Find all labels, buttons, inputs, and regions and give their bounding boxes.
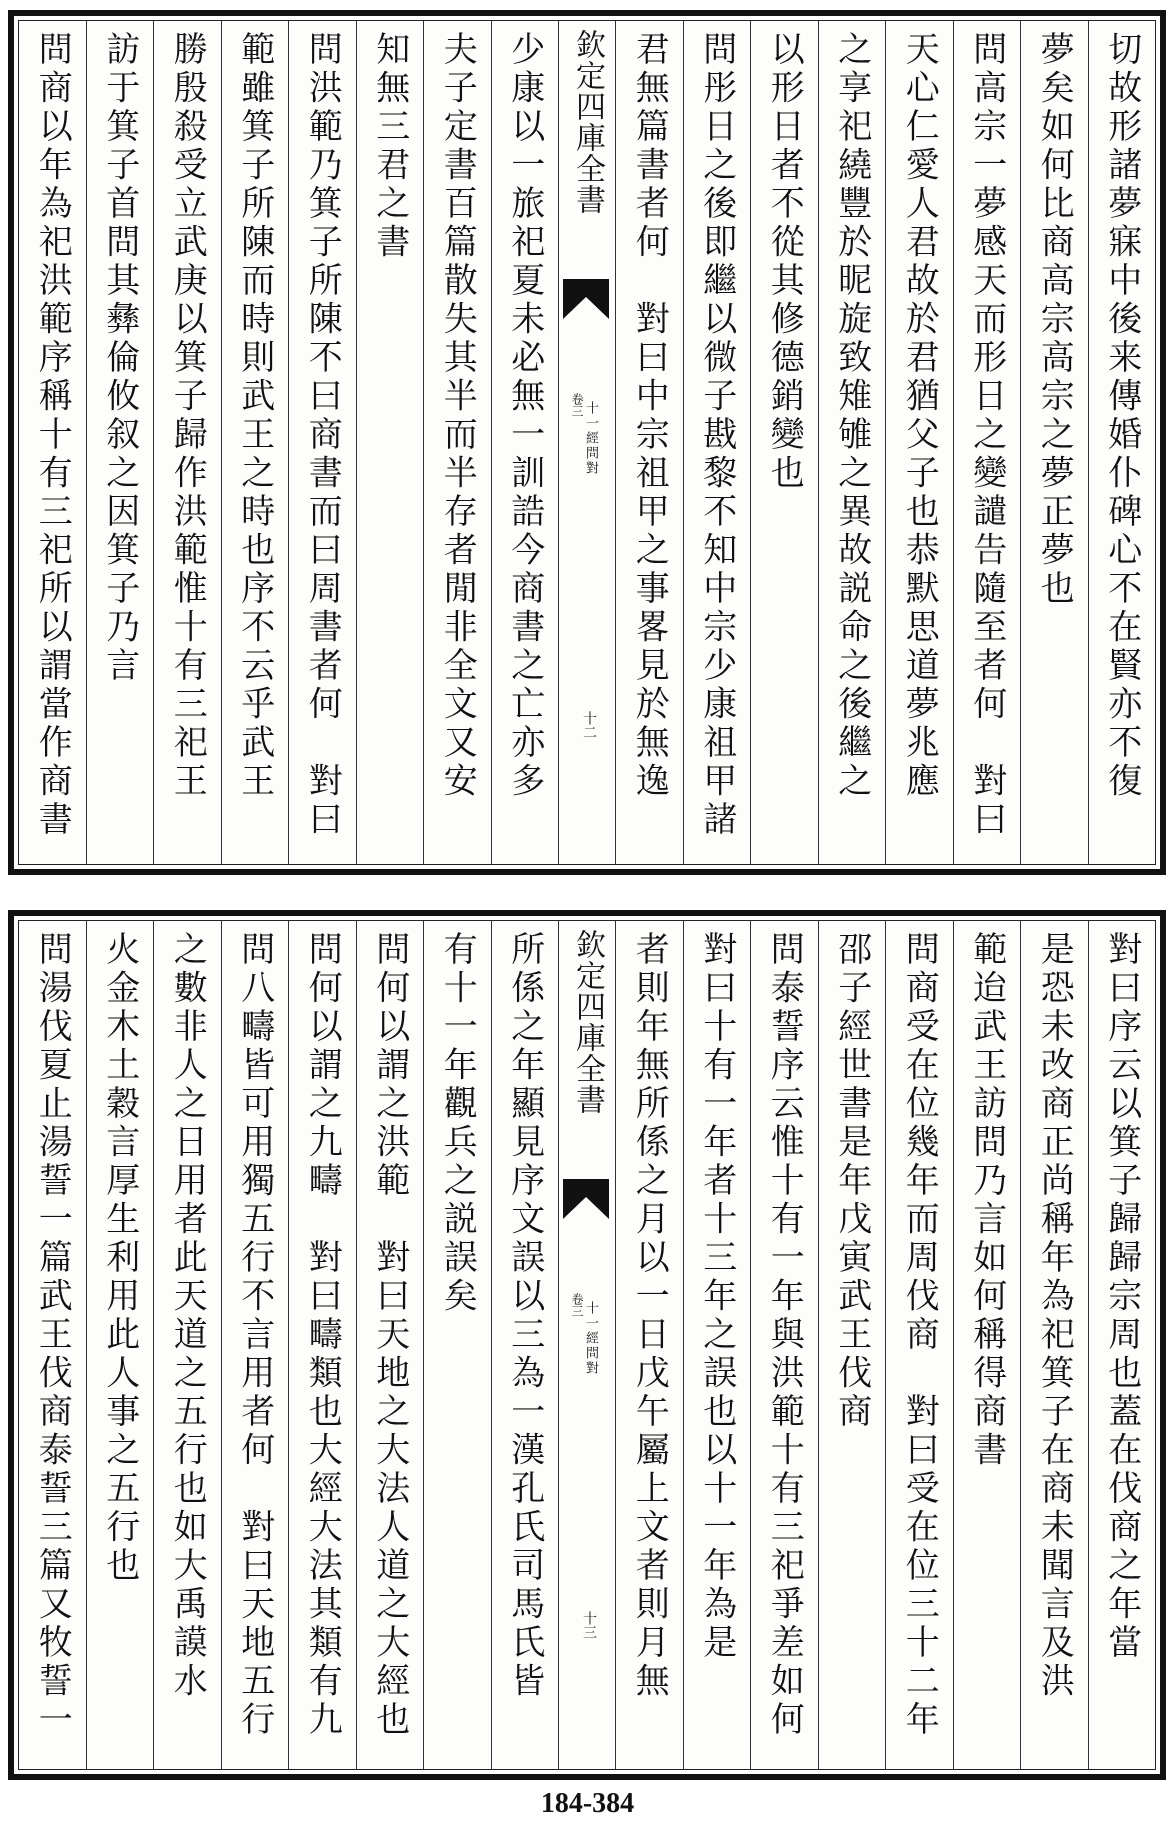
text-column: [1020, 21, 1088, 864]
column-text: 有十一年觀兵之説誤矣: [437, 931, 478, 1316]
column-text: 問泰誓序云惟十有一年與洪範十有三祀爭差如何: [764, 931, 805, 1740]
text-column: [288, 21, 356, 864]
text-column: [683, 21, 751, 864]
spine-page-number: 十二: [581, 711, 597, 739]
spine-volume: 卷三: [570, 1293, 584, 1317]
column-text: 問何以謂之洪範 對曰天地之大法人道之大經也: [369, 931, 410, 1740]
text-column: [423, 21, 491, 864]
text-column: [19, 21, 86, 864]
column-text: 知無三君之書: [369, 31, 410, 262]
text-column: [615, 921, 683, 1769]
text-column: [750, 21, 818, 864]
spine-page-number: 十三: [581, 1611, 597, 1639]
column-text: 天心仁愛人君故於君猶父子也恭默思道夢兆應: [899, 31, 940, 801]
text-column: [885, 921, 953, 1769]
column-text: 問商受在位幾年而周伐商 對曰受在位三十二年: [899, 931, 940, 1740]
column-text: 少康以一旅祀夏未必無一訓誥今商書之亡亦多: [504, 31, 545, 801]
column-text: 以形日者不從其修德銷變也: [764, 31, 805, 493]
fishtail-mark: [563, 1179, 609, 1219]
text-column: [818, 21, 886, 864]
text-column: [1088, 21, 1156, 864]
column-text: 問何以謂之九疇 對曰疇類也大經大法其類有九: [302, 931, 343, 1740]
column-text: 夢矣如何比商高宗高宗之夢正夢也: [1034, 31, 1075, 609]
text-column: [153, 921, 221, 1769]
column-text: 問商以年為祀洪範序稱十有三祀所以謂當作商書: [32, 31, 73, 840]
column-text: 之數非人之日用者此天道之五行也如大禹謨水: [167, 931, 208, 1701]
text-column: [491, 921, 559, 1769]
spine-section: 十一經問對: [583, 1301, 598, 1376]
page-panel-top: [8, 10, 1166, 875]
column-text: 是恐未改商正尚稱年為祀箕子在商未聞言及洪: [1034, 931, 1075, 1701]
column-text: 之享祀繞豐於昵旋致雉雊之異故説命之後繼之: [831, 31, 872, 801]
spine-title: 欽定四庫全書: [570, 29, 605, 215]
page-spine-top: [558, 21, 615, 864]
column-text: 切故形諸夢寐中後来傳婚仆碑心不在賢亦不復: [1101, 31, 1142, 801]
text-column: [818, 921, 886, 1769]
text-column: [953, 21, 1021, 864]
page-panel-bottom: [8, 910, 1166, 1780]
column-text: 問八疇皆可用獨五行不言用者何 對曰天地五行: [234, 931, 275, 1740]
text-column: [356, 921, 424, 1769]
column-text: 對曰十有一年者十三年之誤也以十一年為是: [696, 931, 737, 1663]
text-column: [86, 921, 154, 1769]
column-text: 者則年無所係之月以一日戊午屬上文者則月無: [629, 931, 670, 1701]
column-text: 問湯伐夏止湯誓一篇武王伐商泰誓三篇又牧誓一: [32, 931, 73, 1740]
text-column: [885, 21, 953, 864]
page-spine-bottom: [558, 921, 615, 1769]
column-text: 邵子經世書是年戊寅武王伐商: [831, 931, 872, 1432]
text-column: [153, 21, 221, 864]
column-text: 範雖箕子所陳而時則武王之時也序不云乎武王: [234, 31, 275, 801]
text-grid-bottom: [18, 920, 1156, 1770]
text-column: [615, 21, 683, 864]
fishtail-mark: [563, 279, 609, 319]
column-text: 問洪範乃箕子所陳不曰商書而曰周書者何 對曰: [302, 31, 343, 840]
column-text: 問彤日之後即繼以微子戡黎不知中宗少康祖甲諸: [696, 31, 737, 840]
text-grid-top: [18, 20, 1156, 865]
column-text: 君無篇書者何 對曰中宗祖甲之事畧見於無逸: [629, 31, 670, 801]
column-text: 範迨武王訪問乃言如何稱得商書: [966, 931, 1007, 1470]
text-column: [683, 921, 751, 1769]
column-text: 火金木土穀言厚生利用此人事之五行也: [99, 931, 140, 1586]
spine-volume: 卷三: [570, 393, 584, 417]
spine-title: 欽定四庫全書: [570, 929, 605, 1115]
text-column: [288, 921, 356, 1769]
text-column: [1088, 921, 1156, 1769]
column-text: 對曰序云以箕子歸歸宗周也蓋在伐商之年當: [1101, 931, 1142, 1663]
text-column: [86, 21, 154, 864]
text-column: [221, 921, 289, 1769]
column-text: 問高宗一夢感天而形日之變譴告隨至者何 對曰: [966, 31, 1007, 840]
column-text: 夫子定書百篇散失其半而半存者閒非全文又安: [437, 31, 478, 801]
text-column: [953, 921, 1021, 1769]
text-column: [750, 921, 818, 1769]
text-column: [221, 21, 289, 864]
text-column: [491, 21, 559, 864]
text-column: [1020, 921, 1088, 1769]
text-column: [356, 21, 424, 864]
spine-section: 十一經問對: [583, 401, 598, 476]
column-text: 所係之年顯見序文誤以三為一漢孔氏司馬氏皆: [504, 931, 545, 1701]
column-text: 勝殷殺受立武庚以箕子歸作洪範惟十有三祀王: [167, 31, 208, 801]
page-reference-number: 184-384: [540, 1788, 635, 1819]
column-text: 訪于箕子首問其彝倫攸叙之因箕子乃言: [99, 31, 140, 686]
text-column: [19, 921, 86, 1769]
text-column: [423, 921, 491, 1769]
